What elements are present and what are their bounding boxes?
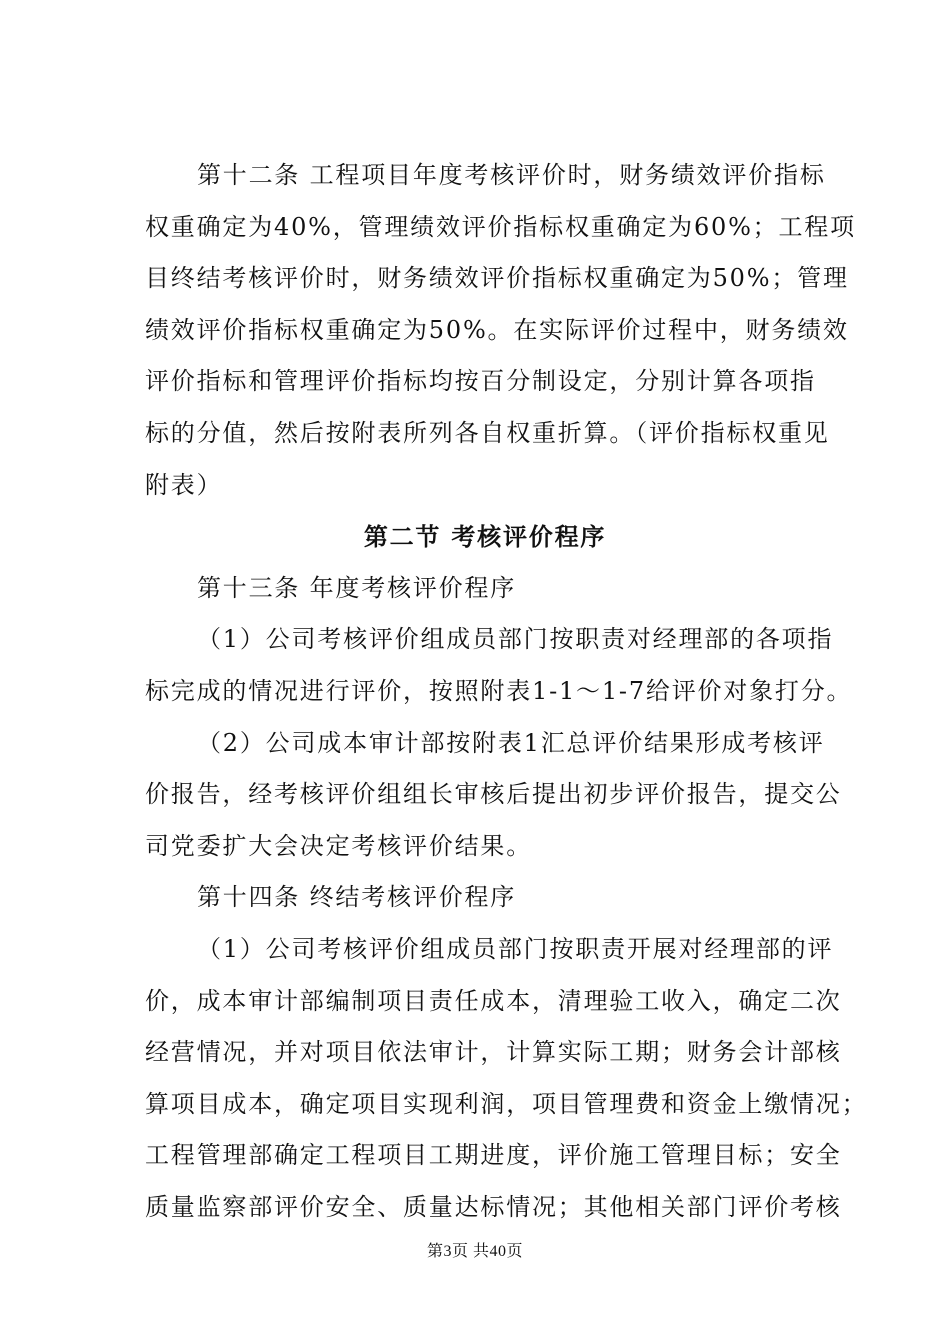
paragraph-line: 算项目成本，确定项目实现利润，项目管理费和资金上缴情况； <box>145 1089 868 1118</box>
paragraph-line: 价，成本审计部编制项目责任成本，清理验工收入，确定二次 <box>145 986 842 1015</box>
paragraph-line: （1）公司考核评价组成员部门按职责对经理部的各项指 <box>197 625 834 654</box>
paragraph-line: （1）公司考核评价组成员部门按职责开展对经理部的评 <box>197 934 834 963</box>
paragraph-line: （2）公司成本审计部按附表1汇总评价结果形成考核评 <box>197 728 825 757</box>
page-footer <box>0 1242 950 1262</box>
paragraph-line: 标完成的情况进行评价，按照附表1-1～1-7给评价对象打分。 <box>145 676 853 705</box>
paragraph-line: 质量监察部评价安全、质量达标情况；其他相关部门评价考核 <box>145 1192 842 1221</box>
paragraph-line: 司党委扩大会决定考核评价结果。 <box>145 831 532 860</box>
article-14 <box>145 872 868 1233</box>
paragraph-line: 标的分值，然后按附表所列各自权重折算。（评价指标权重见 <box>145 418 830 447</box>
paragraph-line: 工程管理部确定工程项目工期进度，评价施工管理目标；安全 <box>145 1141 842 1170</box>
paragraph-line: 经营情况，并对项目依法审计，计算实际工期；财务会计部核 <box>145 1038 842 1067</box>
paragraph-line: 目终结考核评价时，财务绩效评价指标权重确定为50%；管理 <box>145 264 849 293</box>
paragraph-line: 价报告，经考核评价组组长审核后提出初步评价报告，提交公 <box>145 780 842 809</box>
paragraph-line: 第十二条 工程项目年度考核评价时，财务绩效评价指标 <box>197 161 826 189</box>
article-12 <box>145 150 856 511</box>
document-body <box>145 150 868 1233</box>
article-title: 第十三条 年度考核评价程序 <box>197 573 517 602</box>
paragraph-line: 权重确定为40%，管理绩效评价指标权重确定为60%；工程项 <box>145 212 856 241</box>
article-title: 第十四条 终结考核评价程序 <box>197 883 517 912</box>
paragraph-line: 绩效评价指标权重确定为50%。在实际评价过程中，财务绩效 <box>145 315 849 344</box>
page-number: 第3页 共40页 <box>426 1243 523 1260</box>
paragraph-line: 附表） <box>145 470 223 499</box>
paragraph-line: 评价指标和管理评价指标均按百分制设定，分别计算各项指 <box>145 367 816 396</box>
article-13 <box>145 563 853 873</box>
section-heading: 第二节 考核评价程序 <box>363 522 607 552</box>
